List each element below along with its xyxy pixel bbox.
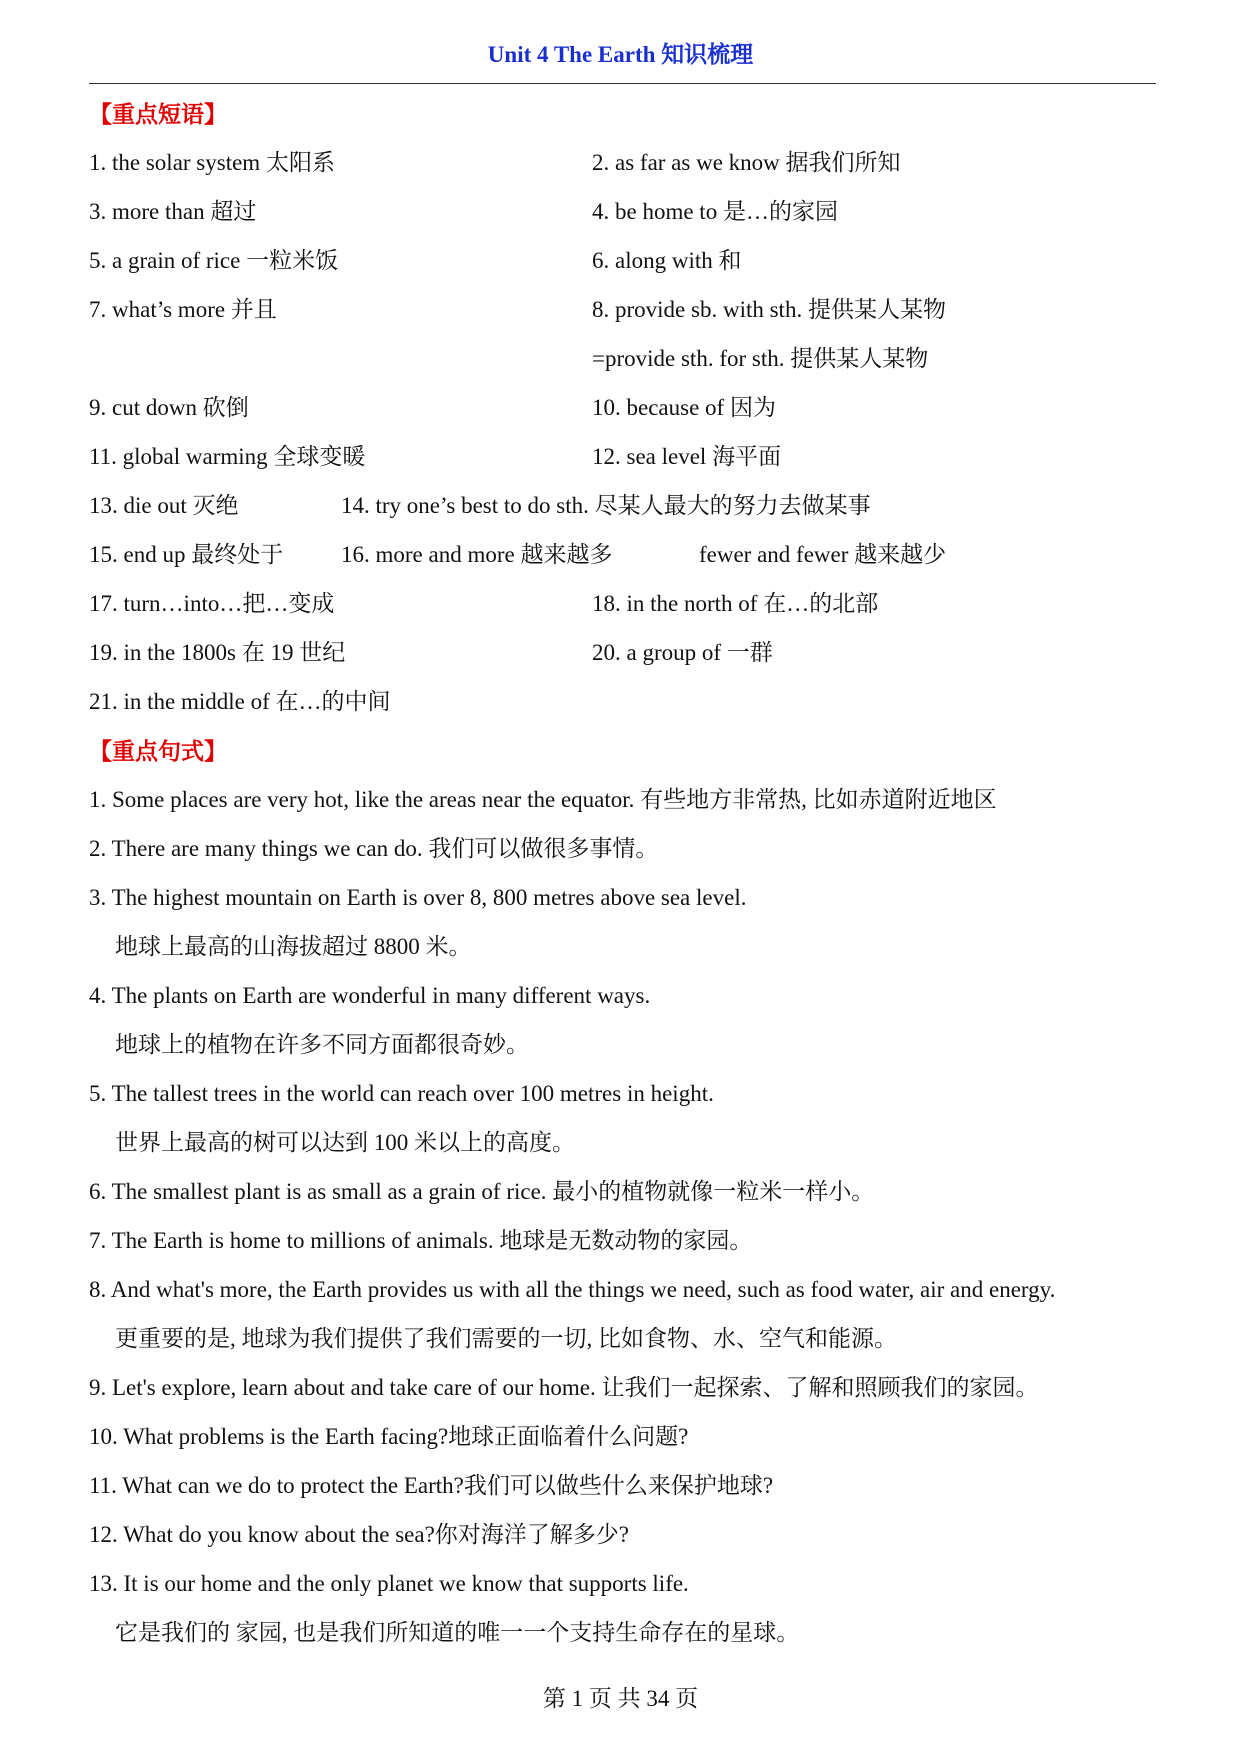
phrase-item: 14. try one’s best to do sth. 尽某人最大的努力去做某事: [341, 493, 871, 518]
sentence-translation: 地球上的植物在许多不同方面都很奇妙。: [115, 1032, 529, 1057]
phrase-item: 20. a group of 一群: [592, 640, 773, 665]
sentence-translation: 世界上最高的树可以达到 100 米以上的高度。: [115, 1130, 575, 1155]
phrase-item: 10. because of 因为: [592, 395, 776, 420]
phrase-item: 15. end up 最终处于: [89, 542, 284, 567]
phrase-row: [89, 489, 1169, 538]
phrase-item: 7. what’s more 并且: [89, 297, 277, 322]
phrase-item: 1. the solar system 太阳系: [89, 150, 335, 175]
phrase-row: [89, 440, 1169, 489]
phrase-item: 5. a grain of rice 一粒米饭: [89, 248, 339, 273]
phrase-item: 13. die out 灭绝: [89, 493, 239, 518]
sentence-line: 2. There are many things we can do. 我们可以做很多事情。: [89, 836, 659, 861]
phrase-item: =provide sth. for sth. 提供某人某物: [592, 346, 929, 371]
sentence-line: 9. Let's explore, learn about and take care of our home. 让我们一起探索、了解和照顾我们的家园。: [89, 1375, 1039, 1400]
sentence-line: 5. The tallest trees in the world can reach over 100 metres in height.: [89, 1081, 714, 1106]
phrase-row: [89, 146, 1169, 195]
phrase-item: 19. in the 1800s 在 19 世纪: [89, 640, 346, 665]
page-title: Unit 4 The Earth 知识梳理: [487, 42, 754, 67]
phrase-row: [89, 391, 1169, 440]
sentence-translation: 更重要的是, 地球为我们提供了我们需要的一切, 比如食物、水、空气和能源。: [115, 1326, 897, 1351]
phrase-item: fewer and fewer 越来越少: [699, 542, 947, 567]
phrase-row: [89, 636, 1169, 685]
sentence-line: 12. What do you know about the sea?你对海洋了解多少?: [89, 1522, 629, 1547]
phrases-heading: 【重点短语】: [89, 102, 227, 127]
sentences-heading: 【重点句式】: [89, 739, 227, 764]
phrase-item: 21. in the middle of 在…的中间: [89, 689, 391, 714]
sentence-line: 7. The Earth is home to millions of animals. 地球是无数动物的家园。: [89, 1228, 753, 1253]
phrase-item: 16. more and more 越来越多: [341, 542, 613, 567]
phrase-row: [89, 685, 1169, 734]
sentence-line: 4. The plants on Earth are wonderful in many different ways.: [89, 983, 651, 1008]
phrase-row: [89, 195, 1169, 244]
document-body: [89, 97, 1169, 1665]
phrase-item: 12. sea level 海平面: [592, 444, 782, 469]
sentence-line: 6. The smallest plant is as small as a grain of rice. 最小的植物就像一粒米一样小。: [89, 1179, 875, 1204]
phrase-item: 9. cut down 砍倒: [89, 395, 249, 420]
phrase-item: 4. be home to 是…的家园: [592, 199, 838, 224]
sentence-line: 8. And what's more, the Earth provides us with all the things we need, such as food water, air and energy.: [89, 1277, 1056, 1302]
phrase-row: [89, 538, 1169, 587]
phrase-row: [89, 587, 1169, 636]
sentence-translation: 地球上最高的山海拔超过 8800 米。: [115, 934, 472, 959]
page-number: 第 1 页 共 34 页: [542, 1686, 699, 1711]
phrase-item: 18. in the north of 在…的北部: [592, 591, 879, 616]
sentence-line: 10. What problems is the Earth facing?地球正面临着什么问题?: [89, 1424, 689, 1449]
sentence-line: 1. Some places are very hot, like the areas near the equator. 有些地方非常热, 比如赤道附近地区: [89, 787, 997, 812]
phrase-row: [89, 244, 1169, 293]
phrase-row: [89, 293, 1169, 342]
phrase-item: 11. global warming 全球变暖: [89, 444, 366, 469]
header-rule: [89, 83, 1156, 84]
phrase-row: [89, 342, 1169, 391]
phrase-item: 6. along with 和: [592, 248, 742, 273]
sentence-translation: 它是我们的 家园, 也是我们所知道的唯一一个支持生命存在的星球。: [115, 1620, 800, 1645]
sentence-line: 13. It is our home and the only planet we know that supports life.: [89, 1571, 689, 1596]
phrase-item: 8. provide sb. with sth. 提供某人某物: [592, 297, 946, 322]
sentence-line: 3. The highest mountain on Earth is over 8, 800 metres above sea level.: [89, 885, 747, 910]
sentence-line: 11. What can we do to protect the Earth?我们可以做些什么来保护地球?: [89, 1473, 774, 1498]
phrase-item: 17. turn…into…把…变成: [89, 591, 335, 616]
phrase-item: 2. as far as we know 据我们所知: [592, 150, 901, 175]
phrase-item: 3. more than 超过: [89, 199, 257, 224]
